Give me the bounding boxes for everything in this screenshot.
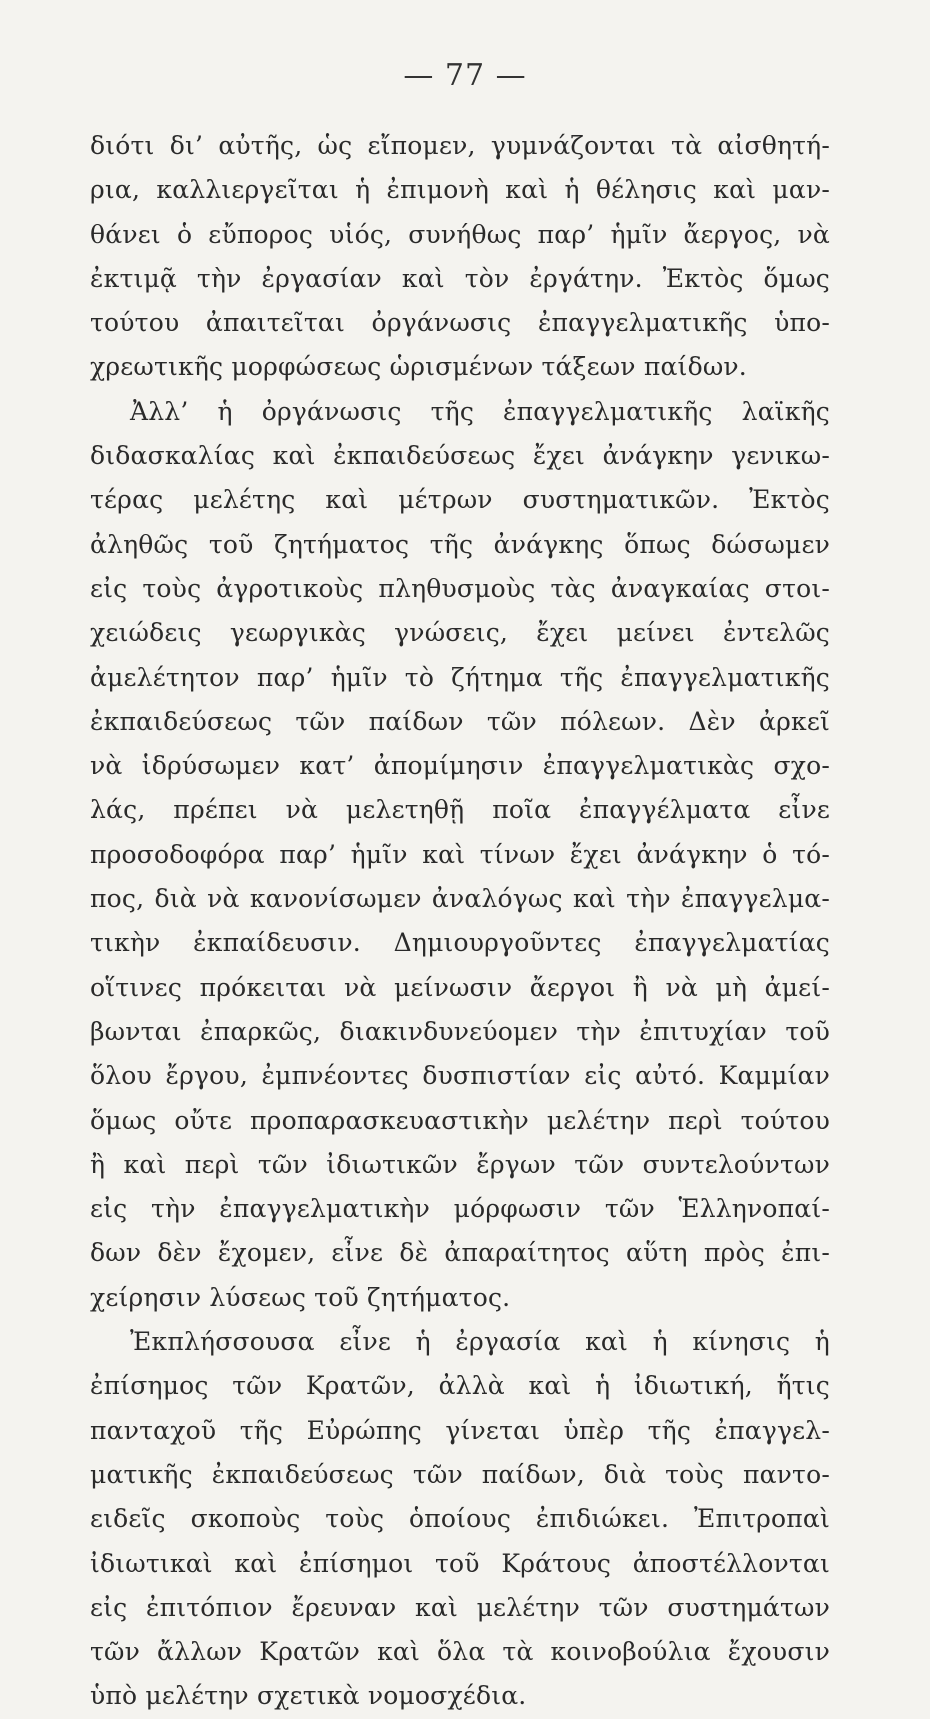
text-line: ὅλου ἔργου, ἐμπνέοντες δυσπιστίαν εἰς αὐτό. Καμμίαν xyxy=(90,1061,830,1091)
text-line: ἀμελέτητον παρ’ ἡμῖν τὸ ζήτημα τῆς ἐπαγγελματικῆς xyxy=(90,662,830,692)
text-line: νὰ ἱδρύσωμεν κατ’ ἀπομίμησιν ἐπαγγελματικὰς σχο- xyxy=(90,751,830,781)
text-line: ἢ καὶ περὶ τῶν ἰδιωτικῶν ἔργων τῶν συντελούντων xyxy=(90,1149,830,1179)
text-line: ειδεῖς σκοποὺς τοὺς ὁποίους ἐπιδιώκει. Ἐπιτροπαὶ xyxy=(90,1504,830,1534)
text-line: εἰς τοὺς ἀγροτικοὺς πληθυσμοὺς τὰς ἀναγκαίας στοι- xyxy=(90,573,830,603)
text-line: Ἀλλ’ ἡ ὀργάνωσις τῆς ἐπαγγελματικῆς λαϊκῆς xyxy=(130,396,830,426)
text-line: ἰδιωτικαὶ καὶ ἐπίσημοι τοῦ Κράτους ἀποστέλλονται xyxy=(90,1548,830,1578)
text-line: ἐκπαιδεύσεως τῶν παίδων τῶν πόλεων. Δὲν ἀρκεῖ xyxy=(90,706,830,736)
text-line: βωνται ἐπαρκῶς, διακινδυνεύομεν τὴν ἐπιτυχίαν τοῦ xyxy=(90,1016,830,1046)
text-line: χειώδεις γεωργικὰς γνώσεις, ἔχει μείνει ἐντελῶς xyxy=(90,618,830,648)
text-line: ἐπίσημος τῶν Κρατῶν, ἀλλὰ καὶ ἡ ἰδιωτική, ἥτις xyxy=(90,1371,830,1401)
text-line: τούτου ἀπαιτεῖται ὀργάνωσις ἐπαγγελματικῆς ὑπο- xyxy=(90,308,830,338)
text-line: λάς, πρέπει νὰ μελετηθῇ ποῖα ἐπαγγέλματα εἶνε xyxy=(90,795,830,825)
text-line: διότι δι’ αὐτῆς, ὡς εἴπομεν, γυμνάζονται τὰ αἰσθητή- xyxy=(90,131,830,160)
text-line: τῶν ἄλλων Κρατῶν καὶ ὅλα τὰ κοινοβούλια ἔχουσιν xyxy=(90,1637,830,1667)
text-line: τέρας μελέτης καὶ μέτρων συστηματικῶν. Ἐκτὸς xyxy=(90,485,830,515)
text-line: εἰς τὴν ἐπαγγελματικὴν μόρφωσιν τῶν Ἑλληνοπαί- xyxy=(90,1194,830,1224)
text-line: χείρησιν λύσεως τοῦ ζητήματος. xyxy=(90,1282,511,1312)
text-line: χρεωτικῆς μορφώσεως ὡρισμένων τάξεων παίδων. xyxy=(90,352,747,382)
text-line: τικὴν ἐκπαίδευσιν. Δημιουργοῦντες ἐπαγγελματίας xyxy=(90,928,830,958)
text-line: οἵτινες πρόκειται νὰ μείνωσιν ἄεργοι ἢ νὰ μὴ ἀμεί- xyxy=(90,972,830,1002)
text-line: ὑπὸ μελέτην σχετικὰ νομοσχέδια. xyxy=(90,1681,527,1711)
text-line: ματικῆς ἐκπαιδεύσεως τῶν παίδων, διὰ τοὺς παντο- xyxy=(90,1459,830,1489)
text-line: πανταχοῦ τῆς Εὐρώπης γίνεται ὑπὲρ τῆς ἐπαγγελ- xyxy=(90,1415,830,1445)
text-line: Ἐκπλήσσουσα εἶνε ἡ ἐργασία καὶ ἡ κίνησις ἡ xyxy=(130,1327,830,1357)
text-line: ὅμως οὔτε προπαρασκευαστικὴν μελέτην περὶ τούτου xyxy=(90,1105,830,1135)
page-number: — 77 — xyxy=(403,58,527,93)
text-line: θάνει ὁ εὔπορος υἱός, συνήθως παρ’ ἡμῖν ἄεργος, νὰ xyxy=(90,219,830,249)
text-line: προσοδοφόρα παρ’ ἡμῖν καὶ τίνων ἔχει ἀνάγκην ὁ τό- xyxy=(90,839,830,869)
text-line: ἐκτιμᾷ τὴν ἐργασίαν καὶ τὸν ἐργάτην. Ἐκτὸς ὅμως xyxy=(90,263,830,293)
text-line: διδασκαλίας καὶ ἐκπαιδεύσεως ἔχει ἀνάγκην γενικω- xyxy=(90,441,830,471)
text-line: δων δὲν ἔχομεν, εἶνε δὲ ἀπαραίτητος αὕτη πρὸς ἐπι- xyxy=(90,1238,830,1268)
text-line: ἀληθῶς τοῦ ζητήματος τῆς ἀνάγκης ὅπως δώσωμεν xyxy=(90,529,830,559)
text-line: εἰς ἐπιτόπιον ἔρευναν καὶ μελέτην τῶν συστημάτων xyxy=(90,1592,830,1622)
text-line: πος, διὰ νὰ κανονίσωμεν ἀναλόγως καὶ τὴν ἐπαγγελμα- xyxy=(90,884,830,914)
body-text xyxy=(90,124,830,1719)
text-line: ρια, καλλιεργεῖται ἡ ἐπιμονὴ καὶ ἡ θέλησις καὶ μαν- xyxy=(90,175,830,205)
